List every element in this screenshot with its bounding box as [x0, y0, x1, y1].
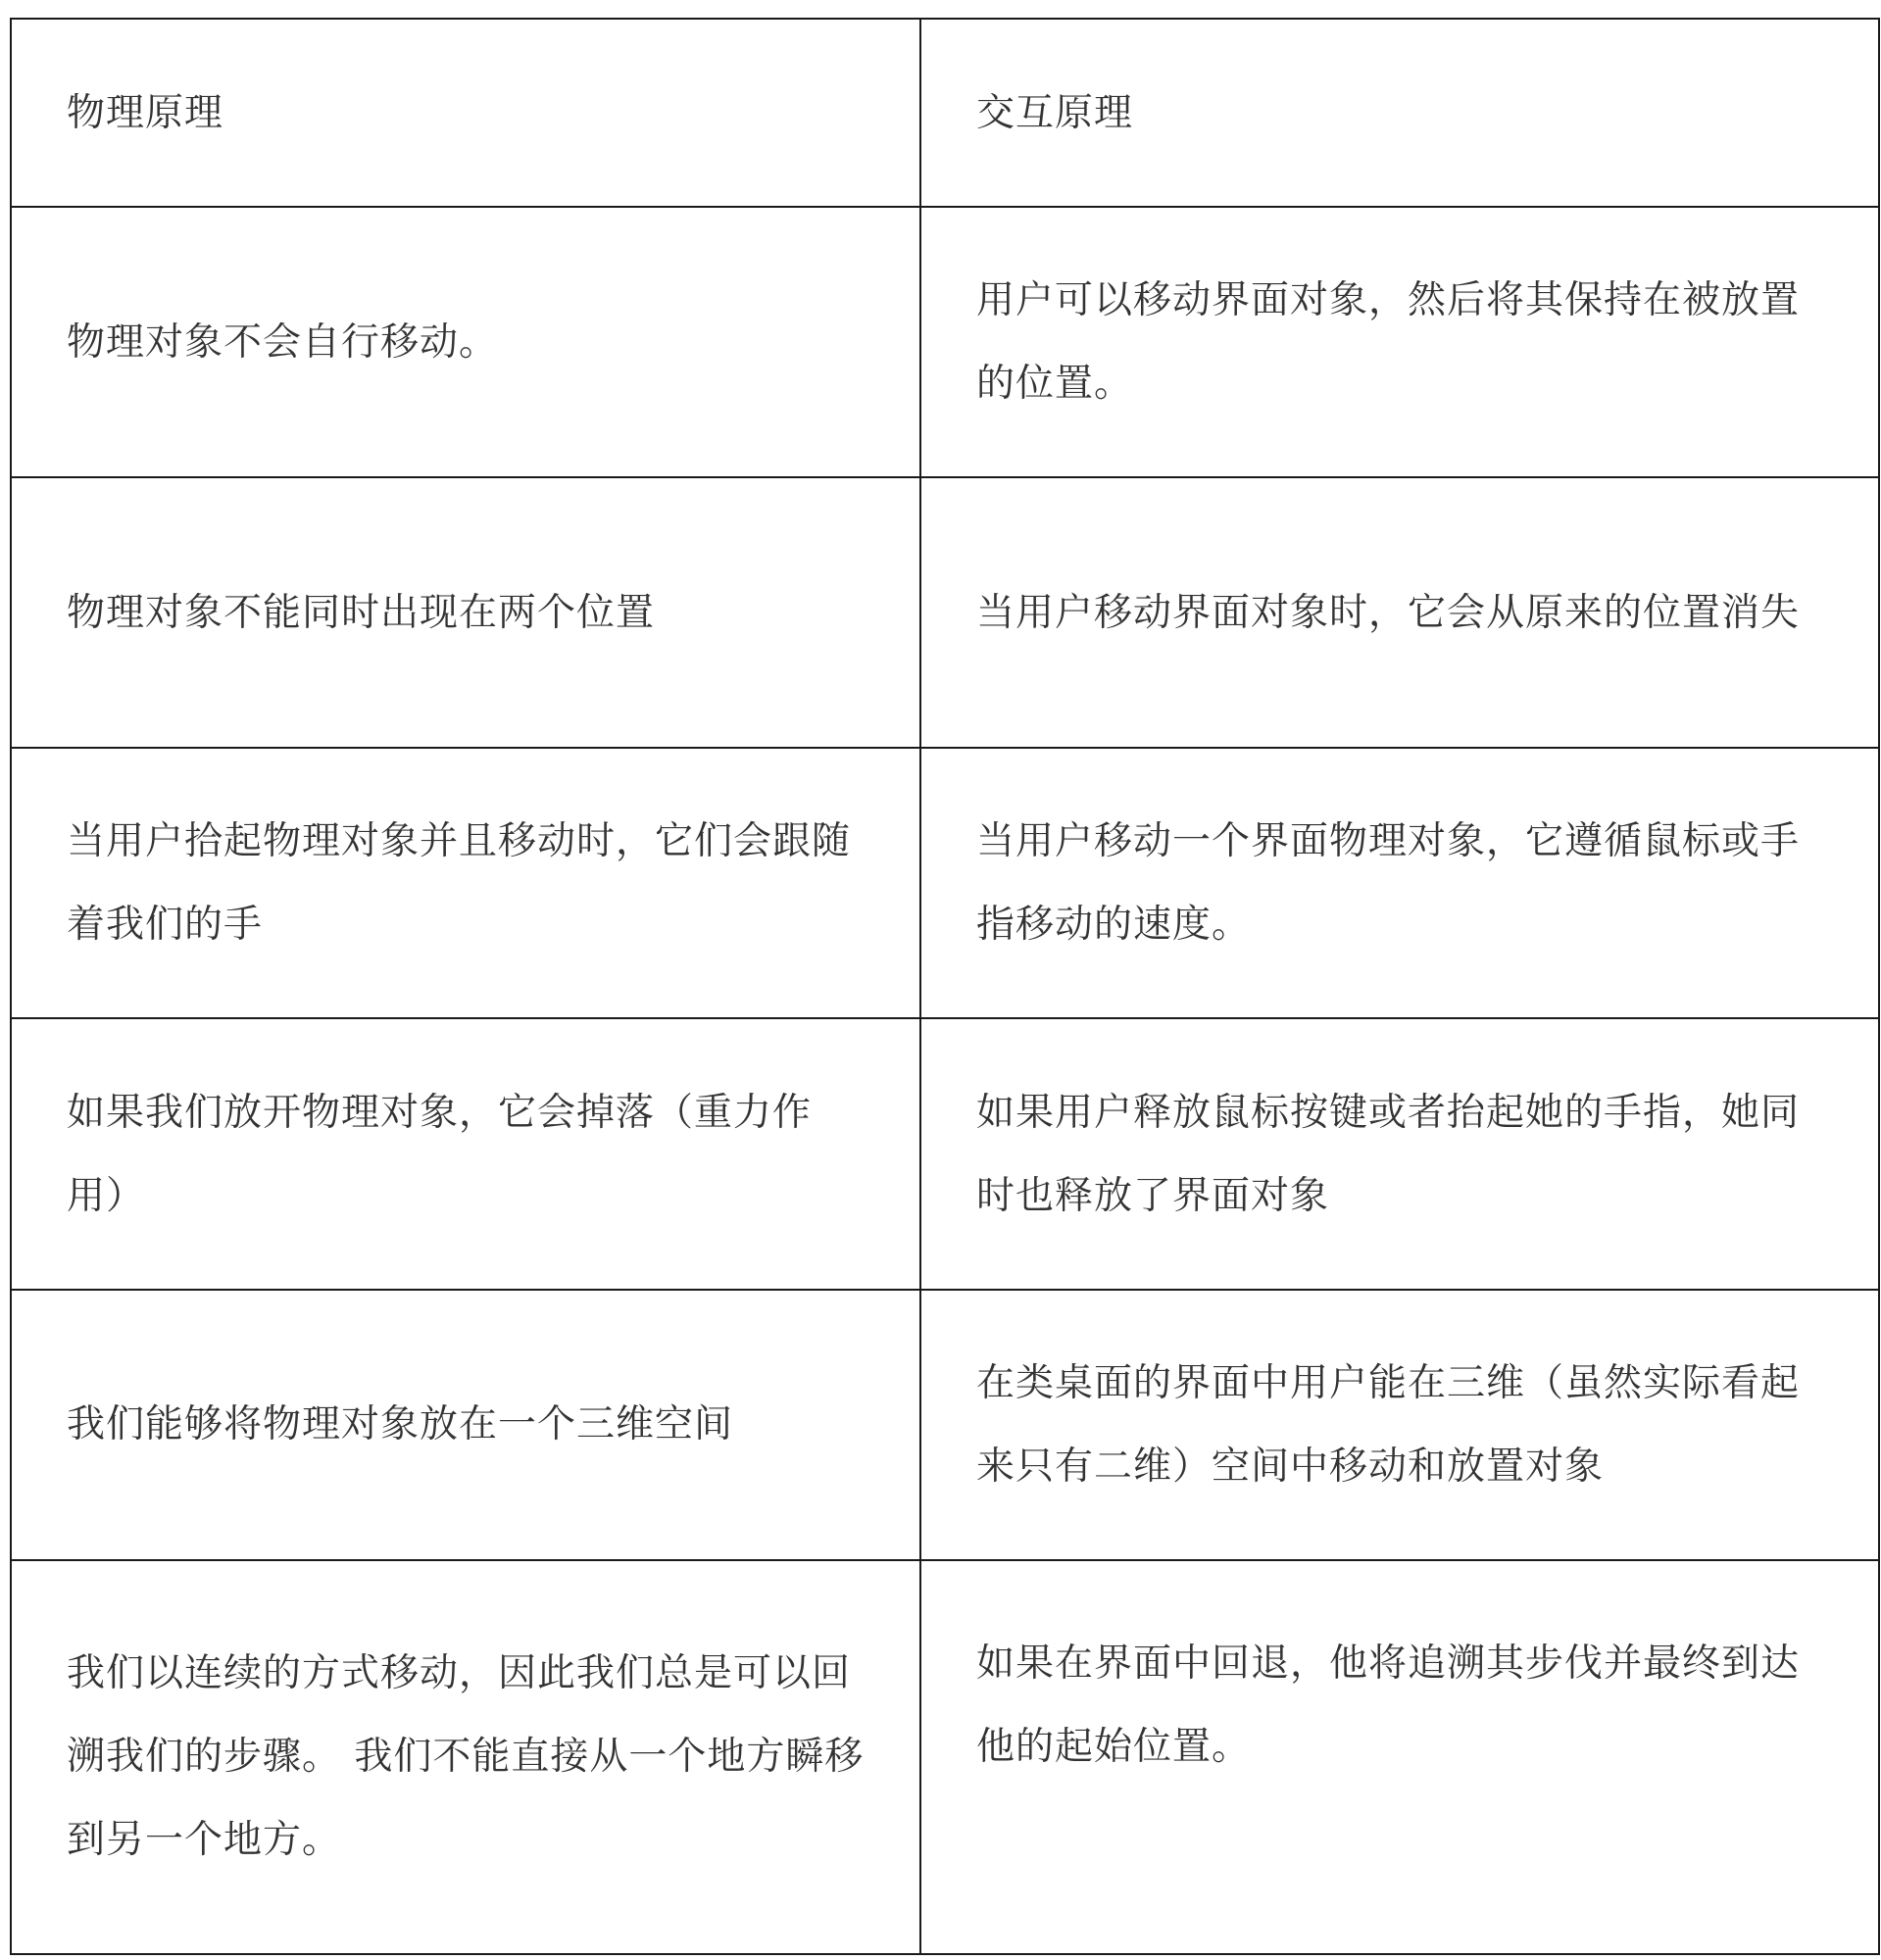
physical-cell: 物理对象不会自行移动。 — [11, 207, 920, 477]
interaction-cell: 如果用户释放鼠标按键或者抬起她的手指，她同时也释放了界面对象 — [920, 1018, 1879, 1289]
table-row — [11, 1018, 1879, 1289]
principles-table — [10, 18, 1880, 1955]
interaction-cell: 在类桌面的界面中用户能在三维（虽然实际看起来只有二维）空间中移动和放置对象 — [920, 1290, 1879, 1560]
table-row — [11, 207, 1879, 477]
interaction-cell: 当用户移动界面对象时，它会从原来的位置消失 — [920, 477, 1879, 748]
table-row — [11, 748, 1879, 1018]
physical-cell: 我们以连续的方式移动，因此我们总是可以回溯我们的步骤。 我们不能直接从一个地方瞬移到另一个地方。 — [11, 1560, 920, 1954]
table-header-row — [11, 19, 1879, 207]
table-row — [11, 1560, 1879, 1954]
header-interaction-principle: 交互原理 — [920, 19, 1879, 207]
physical-cell: 如果我们放开物理对象，它会掉落（重力作用） — [11, 1018, 920, 1289]
physical-cell: 当用户拾起物理对象并且移动时，它们会跟随着我们的手 — [11, 748, 920, 1018]
interaction-cell: 用户可以移动界面对象，然后将其保持在被放置的位置。 — [920, 207, 1879, 477]
table-row — [11, 477, 1879, 748]
physical-cell: 我们能够将物理对象放在一个三维空间 — [11, 1290, 920, 1560]
physical-cell: 物理对象不能同时出现在两个位置 — [11, 477, 920, 748]
interaction-cell: 如果在界面中回退，他将追溯其步伐并最终到达他的起始位置。 — [920, 1560, 1879, 1954]
interaction-cell: 当用户移动一个界面物理对象，它遵循鼠标或手指移动的速度。 — [920, 748, 1879, 1018]
table-row — [11, 1290, 1879, 1560]
header-physical-principle: 物理原理 — [11, 19, 920, 207]
